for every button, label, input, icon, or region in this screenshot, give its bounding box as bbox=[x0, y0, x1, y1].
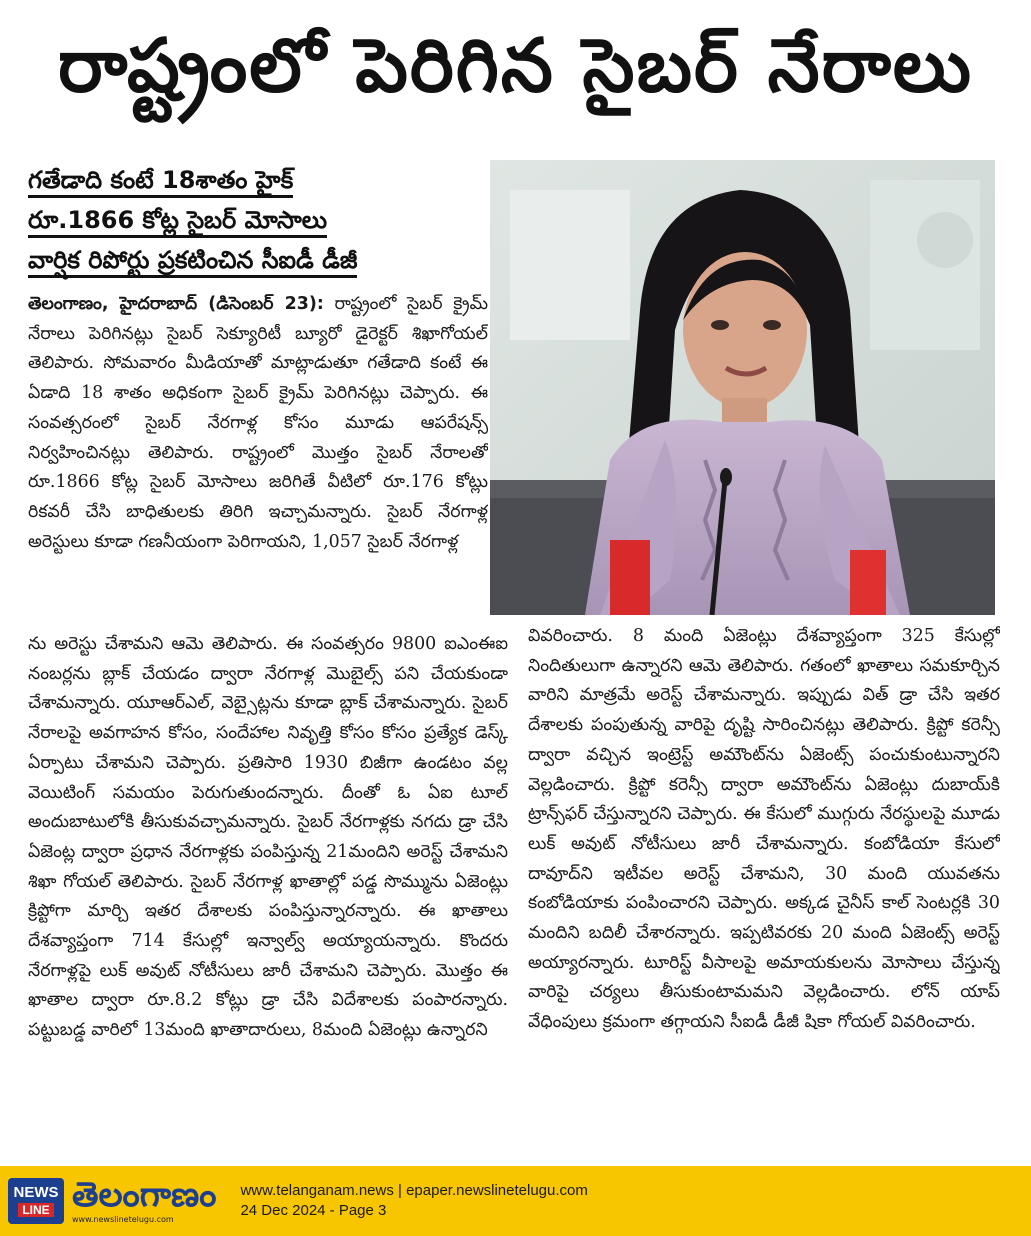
article-text-col1-top: రాష్ట్రంలో సైబర్ క్రైమ్ నేరాలు పెరిగినట్లు సైబర్ సెక్యూరిటీ బ్యూరో డైరెక్టర్ శిఖాగోయల్ తెలిపారు. సోమవారం మీడియాతో మాట్లాడుతూ గతేడాది కంటే ఈ ఏడాది 18 శాతం అధికంగా సైబర్ క్రైమ్ పెరిగినట్లు చెప్పారు. ఈ సంవత్సరంలో సైబర్ నేరగాళ్ల కోసం మూడు ఆపరేషన్స్ నిర్వహించినట్లు తెలిపారు. రాష్ట్రంలో మొత్తం సైబర్ నేరాలతో రూ.1866 కోట్ల సైబర్ మోసాలు జరిగితే వీటిలో రూ.176 కోట్లు రికవరీ చేసి బాధితులకు తిరిగి ఇచ్చామన్నారు. సైబర్ నేరగాళ్ల అరెస్టులు కూడా గణనీయంగా పెరిగాయని, 1,057 సైబర్ నేరగాళ్ల bbox=[28, 294, 488, 552]
subhead-3: వార్షిక రిపోర్టు ప్రకటించిన సీఐడీ డీజీ bbox=[28, 240, 488, 280]
article-text-col2: వివరించారు. 8 మంది ఏజెంట్లు దేశవ్యాప్తంగా 325 కేసుల్లో నిందితులుగా ఉన్నారని ఆమె తెలిపారు. గతంలో ఖాతాలు సమకూర్చిన వారిని మాత్రమే అరెస్ట్ చేశామన్నారు. ఇప్పుడు విత్ డ్రా చేసి ఇతర దేశాలకు పంపుతున్న వారిపై దృష్టి సారించినట్లు తెలిపారు. క్రిప్టో కరెన్సీ ద్వారా వచ్చిన ఇంట్రెస్ట్ అమౌంట్‌ను ఏజెంట్స్ పంచుకుంటున్నారని వెల్లడించారు. క్రిప్టో కరెన్సీ ద్వారా అమౌంట్‌ను ఏజెంట్లు దుబాయ్‌కి ట్రాన్స్‌ఫర్ చేస్తున్నారని చెప్పారు. ఈ కేసులో ముగ్గురు నేరస్థులపై మూడు లుక్ అవుట్ నోటీసులు జారీ చేశామన్నారు. కంబోడియా కేసులో దావూద్‌ని ఇటీవల అరెస్ట్ చేశామని, 30 మంది యువతను కంబోడియాకు పంపించారని చెప్పారు. అక్కడ చైనీస్ కాల్ సెంటర్లకి 30 మందిని బదిలీ చేశారన్నారు. ఇప్పటివరకు 20 మంది ఏజెంట్స్ అరెస్ట్ అయ్యారన్నారు. టూరిస్ట్ వీసాలపై అమాయకులను మోసాలు చేస్తున్న వారిపై చర్యలు తీసుకుంటామమని వెల్లడించారు. లోన్ యాప్ వేధింపులు క్రమంగా తగ్గాయని సీఐడీ డీజీ షికా గోయల్ వివరించారు. bbox=[528, 626, 1000, 1033]
logo-news-text: NEWS bbox=[13, 1184, 59, 1201]
footer-bar bbox=[0, 1166, 1031, 1236]
dateline: తెలంగాణం, హైదరాబాద్ (డిసెంబర్ 23): bbox=[28, 294, 324, 314]
logo-brand: తెలంగాణం bbox=[72, 1175, 217, 1215]
photo-illustration bbox=[490, 160, 995, 615]
logo-site-url: www.newslinetelugu.com bbox=[72, 1215, 174, 1224]
footer-info bbox=[240, 1181, 587, 1221]
newsline-logo bbox=[8, 1175, 217, 1224]
subhead-1: గతేడాది కంటే 18శాతం హైక్ bbox=[28, 160, 488, 200]
subheads bbox=[28, 160, 488, 280]
news-line-badge bbox=[8, 1178, 64, 1224]
footer-date-page: 24 Dec 2024 - Page 3 bbox=[240, 1202, 387, 1219]
logo-line-text: LINE bbox=[18, 1203, 53, 1217]
headline: రాష్ట్రంలో పెరిగిన సైబర్ నేరాలు bbox=[58, 23, 973, 109]
article-text-col1-bottom: ను అరెస్టు చేశామని ఆమె తెలిపారు. ఈ సంవత్సరం 9800 ఐఎంఈఐ నంబర్లను బ్లాక్ చేయడం ద్వారా నేరగాళ్ల మొబైల్స్ పని చేయకుండా చేశామన్నారు. యూఆర్ఎల్, వెబ్సైట్లను కూడా బ్లాక్ చేశామన్నారు. సైబర్ నేరాలపై అవగాహన కోసం, సందేహాల నివృత్తి కోసం కోసం ప్రత్యేక డెస్క్ ఏర్పాటు చేశామని చెప్పారు. ప్రతిసారి 1930 బిజీగా ఉండటం వల్ల వెయిటింగ్ సమయం పెరుగుతుందన్నారు. దీంతో ఓ ఏఐ టూల్ అందుబాటులోకి తీసుకువచ్చామన్నారు. సైబర్ నేరగాళ్లకు నగదు డ్రా చేసి ఏజెంట్ల ద్వారా ప్రధాన నేరగాళ్లకు పంపిస్తున్న 21మందిని అరెస్ట్ చేశామని శిఖా గోయల్ తెలిపారు. సైబర్ నేరగాళ్ల ఖాతాల్లో పడ్డ సొమ్మును ఏజెంట్లు క్రిప్టోగా మార్చి ఇతర దేశాలకు పంపిస్తున్నారన్నారు. ఈ ఖాతాలు దేశవ్యాప్తంగా 714 కేసుల్లో ఇన్వాల్వ్ అయ్యాయన్నారు. కొందరు నేరగాళ్లపై లుక్ అవుట్ నోటీసులు జారీ చేశామని చెప్పారు. మొత్తం ఈ ఖాతాల ద్వారా రూ.8.2 కోట్లు డ్రా చేసి విదేశాలకు పంపారన్నారు. పట్టుబడ్డ వారిలో 13మంది ఖాతాదారులు, 8మంది ఏజెంట్లు ఉన్నారని bbox=[28, 634, 508, 1041]
article-column-left-top bbox=[28, 290, 488, 626]
footer-urls: www.telanganam.news | epaper.newslinetelugu.com bbox=[240, 1182, 588, 1199]
official-photo bbox=[490, 160, 995, 615]
telanganam-logo-text bbox=[72, 1175, 217, 1224]
subhead-2: రూ.1866 కోట్ల సైబర్ మోసాలు bbox=[28, 200, 488, 240]
article-column-left-bottom bbox=[28, 630, 508, 1152]
article-column-right bbox=[528, 622, 1000, 1152]
